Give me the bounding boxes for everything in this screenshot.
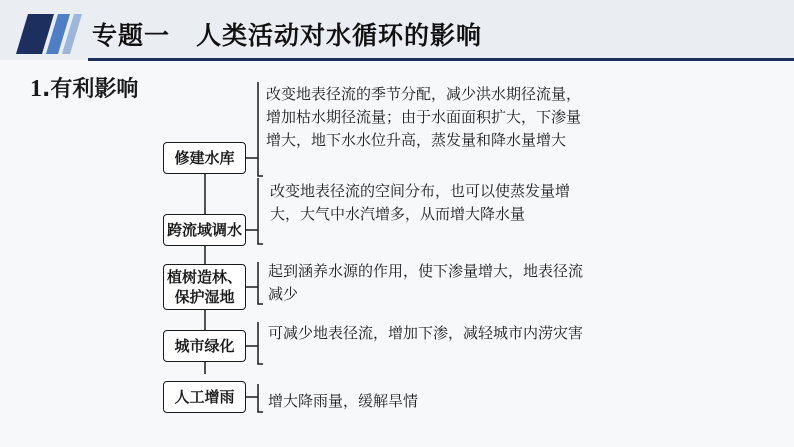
effect-text-artificial-rain: 增大降雨量，缓解旱情 xyxy=(268,392,419,410)
measure-box-afforestation: 植树造林、保护湿地 xyxy=(163,264,246,310)
measure-box-water-transfer: 跨流域调水 xyxy=(163,214,246,246)
page-title: 专题一 人类活动对水循环的影响 xyxy=(92,21,483,50)
effect-text-urban-greening: 可减少地表径流，增加下渗，减轻城市内涝灾害 xyxy=(268,324,584,342)
measure-box-reservoir: 修建水库 xyxy=(163,142,246,174)
measure-box-urban-greening: 城市绿化 xyxy=(163,330,246,362)
effect-text-water-transfer: 改变地表径流的空间分布，也可以使蒸发量增大，大气中水汽增多，从而增大降水量 xyxy=(270,182,571,223)
effect-text-reservoir: 改变地表径流的季节分配，减少洪水期径流量，增加枯水期径流量；由于水面面积扩大，下渗量增大，地下水水位升高，蒸发量和降水量增大 xyxy=(266,85,582,149)
measure-box-artificial-rain: 人工增雨 xyxy=(163,381,246,413)
section-number: 1 xyxy=(30,76,42,102)
section-title: .有利影响 xyxy=(42,77,139,102)
effect-text-afforestation: 起到涵养水源的作用，使下渗量增大，地表径流减少 xyxy=(268,262,584,303)
